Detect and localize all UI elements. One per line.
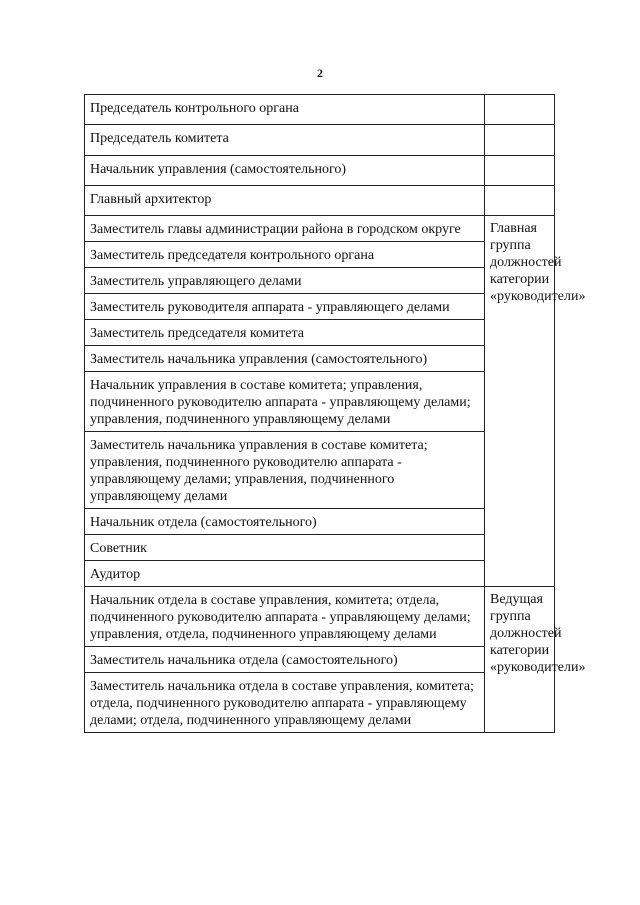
position-cell: Начальник управления в составе комитета; управления, подчиненного руководителю аппарата - управляющему делами; управления, подчиненного управляющему делами xyxy=(85,372,485,432)
position-cell: Заместитель начальника управления (самостоятельного) xyxy=(85,346,485,372)
position-cell: Заместитель главы администрации района в городском округе xyxy=(85,216,485,242)
table-row xyxy=(85,372,555,432)
table-row xyxy=(85,320,555,346)
table-row xyxy=(85,268,555,294)
position-cell: Заместитель руководителя аппарата - управляющего делами xyxy=(85,294,485,320)
position-cell: Главный архитектор xyxy=(85,186,485,216)
table-row xyxy=(85,216,555,242)
position-cell: Начальник отдела (самостоятельного) xyxy=(85,509,485,535)
table-row xyxy=(85,242,555,268)
table-row xyxy=(85,535,555,561)
group-main-cell: Главная группа должностей категории «руководители» xyxy=(485,216,555,587)
table-row xyxy=(85,647,555,673)
position-cell: Заместитель начальника управления в составе комитета; управления, подчиненного руководителю аппарата - управляющему делами; управления, подчиненного управляющему делами xyxy=(85,432,485,509)
positions-table xyxy=(84,94,586,733)
table-row xyxy=(85,587,555,647)
group-cell-empty xyxy=(485,186,555,216)
table-row xyxy=(85,432,555,509)
table-row xyxy=(85,294,555,320)
table-row xyxy=(85,509,555,535)
position-cell: Председатель комитета xyxy=(85,125,485,156)
table-row xyxy=(85,561,555,587)
page-number: 2 xyxy=(317,66,323,80)
group-cell-empty xyxy=(485,95,555,125)
position-cell: Заместитель управляющего делами xyxy=(85,268,485,294)
position-cell: Заместитель председателя контрольного органа xyxy=(85,242,485,268)
position-cell: Заместитель начальника отдела в составе управления, комитета; отдела, подчиненного руководителю аппарата - управляющему делами; отдела, подчиненного управляющему делами xyxy=(85,673,485,733)
table-row xyxy=(85,673,555,733)
position-cell: Советник xyxy=(85,535,485,561)
group-cell-empty xyxy=(485,125,555,156)
position-cell: Председатель контрольного органа xyxy=(85,95,485,125)
table-row xyxy=(85,95,555,125)
position-cell: Заместитель председателя комитета xyxy=(85,320,485,346)
table-row xyxy=(85,125,555,156)
position-cell: Заместитель начальника отдела (самостоятельного) xyxy=(85,647,485,673)
group-leading-cell: Ведущая группа должностей категории «руководители» xyxy=(485,587,555,733)
position-cell: Начальник управления (самостоятельного) xyxy=(85,156,485,186)
table-row xyxy=(85,156,555,186)
table-row xyxy=(85,346,555,372)
position-cell: Аудитор xyxy=(85,561,485,587)
table-row xyxy=(85,186,555,216)
group-cell-empty xyxy=(485,156,555,186)
position-cell: Начальник отдела в составе управления, комитета; отдела, подчиненного руководителю аппарата - управляющему делами; управления, отдела, подчиненного управляющему делами xyxy=(85,587,485,647)
